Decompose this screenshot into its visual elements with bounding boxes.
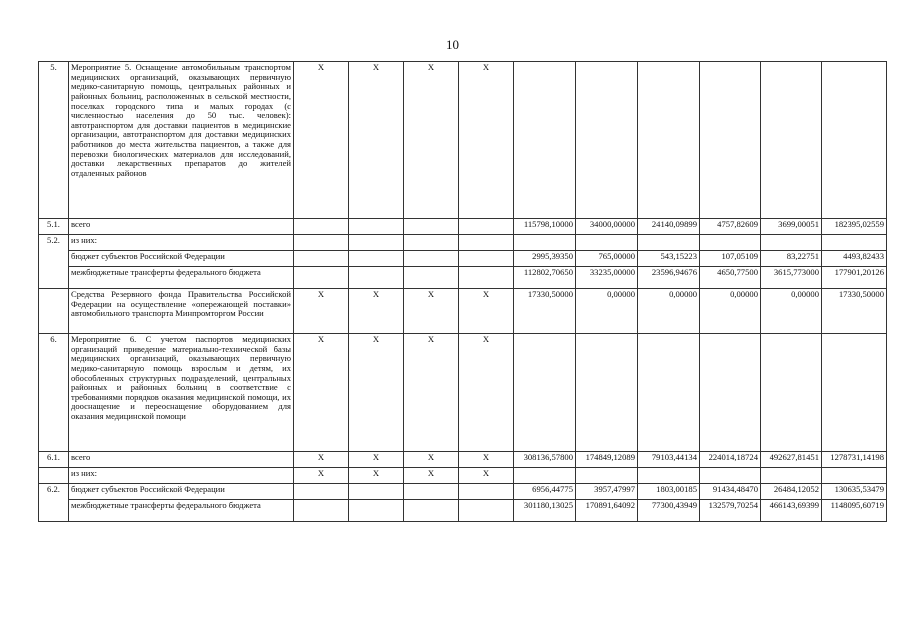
value-cell: 107,05109 [700, 251, 761, 267]
value-cell: 492627,81451 [761, 452, 822, 468]
table-row [39, 334, 887, 452]
value-cell: 1803,00185 [638, 484, 700, 500]
x-mark [349, 251, 404, 267]
x-mark [294, 500, 349, 522]
value-cell [822, 334, 887, 452]
value-cell: 17330,50000 [822, 289, 887, 334]
value-cell: 1148095,60719 [822, 500, 887, 522]
value-cell: 24140,09899 [638, 219, 700, 235]
value-cell: 3957,47997 [576, 484, 638, 500]
row-number: 5. [39, 62, 69, 219]
value-cell: 112802,70650 [514, 267, 576, 289]
value-cell: 0,00000 [700, 289, 761, 334]
x-mark [459, 235, 514, 251]
row-description: всего [69, 452, 294, 468]
value-cell: 177901,20126 [822, 267, 887, 289]
x-mark: X [294, 289, 349, 334]
value-cell: 4757,82609 [700, 219, 761, 235]
x-mark: X [294, 62, 349, 219]
value-cell [700, 468, 761, 484]
x-mark: X [294, 468, 349, 484]
row-description: межбюджетные трансферты федерального бюджета [69, 267, 294, 289]
row-number: 6.2. [39, 484, 69, 522]
value-cell: 130635,53479 [822, 484, 887, 500]
row-number: 5.1. [39, 219, 69, 235]
value-cell: 0,00000 [576, 289, 638, 334]
value-cell: 3615,773000 [761, 267, 822, 289]
row-description: из них: [69, 235, 294, 251]
value-cell: 170891,64092 [576, 500, 638, 522]
value-cell: 301180,13025 [514, 500, 576, 522]
value-cell: 17330,50000 [514, 289, 576, 334]
value-cell [514, 235, 576, 251]
x-mark [349, 219, 404, 235]
value-cell [576, 468, 638, 484]
value-cell [638, 62, 700, 219]
x-mark [459, 500, 514, 522]
value-cell: 34000,00000 [576, 219, 638, 235]
value-cell: 182395,02559 [822, 219, 887, 235]
row-description: Мероприятие 6. С учетом паспортов медицинских организаций приведение материально-технической базы медицинских организаций, оказывающих первичную медико-санитарную помощь взрослым и детям, их обособленных структурных подразделений, центральных районных и районных больниц в соответствие с требованиями порядков оказания медицинской помощи, их дооснащение и переоснащение оборудованием для оказания медицинской помощи [69, 334, 294, 452]
x-mark: X [404, 468, 459, 484]
value-cell [700, 235, 761, 251]
table-row [39, 219, 887, 235]
x-mark [349, 484, 404, 500]
row-description: бюджет субъектов Российской Федерации [69, 484, 294, 500]
row-description: Мероприятие 5. Оснащение автомобильным транспортом медицинских организаций, оказывающих первичную медико-санитарную помощь, центральных районных и районных больниц, расположенных в сельской местности, поселках городского типа и малых городах (с численностью населения до 50 тыс. человек): автотранспортом для доставки пациентов в медицинские организации, автотранспортом для доставки медицинских работников до места жительства пациентов, а также для перевозки биологических материалов для исследований, доставки лекарственных препаратов до жителей отдаленных районов [69, 62, 294, 219]
row-number [39, 468, 69, 484]
value-cell: 308136,57800 [514, 452, 576, 468]
x-mark: X [404, 289, 459, 334]
x-mark [294, 267, 349, 289]
value-cell: 4650,77500 [700, 267, 761, 289]
value-cell [576, 334, 638, 452]
table-row [39, 452, 887, 468]
x-mark: X [294, 334, 349, 452]
row-description: из них: [69, 468, 294, 484]
table-row [39, 62, 887, 219]
value-cell: 132579,70254 [700, 500, 761, 522]
table-row [39, 484, 887, 500]
table-row [39, 289, 887, 334]
value-cell [576, 235, 638, 251]
page-number: 10 [446, 37, 459, 52]
value-cell: 115798,10000 [514, 219, 576, 235]
value-cell [638, 334, 700, 452]
x-mark: X [294, 452, 349, 468]
x-mark [459, 219, 514, 235]
table-row [39, 251, 887, 267]
value-cell: 77300,43949 [638, 500, 700, 522]
value-cell: 0,00000 [638, 289, 700, 334]
value-cell: 174849,12089 [576, 452, 638, 468]
table-row [39, 235, 887, 251]
value-cell: 6956,44775 [514, 484, 576, 500]
x-mark: X [459, 468, 514, 484]
row-description: всего [69, 219, 294, 235]
value-cell: 79103,44134 [638, 452, 700, 468]
x-mark [294, 235, 349, 251]
x-mark [294, 251, 349, 267]
value-cell [700, 334, 761, 452]
row-number: 6.1. [39, 452, 69, 468]
value-cell [514, 62, 576, 219]
value-cell: 2995,39350 [514, 251, 576, 267]
value-cell: 26484,12052 [761, 484, 822, 500]
x-mark [404, 219, 459, 235]
value-cell: 91434,48470 [700, 484, 761, 500]
x-mark: X [404, 452, 459, 468]
x-mark [294, 484, 349, 500]
value-cell: 83,22751 [761, 251, 822, 267]
table-row [39, 500, 887, 522]
row-description: межбюджетные трансферты федерального бюджета [69, 500, 294, 522]
value-cell [638, 468, 700, 484]
value-cell [514, 468, 576, 484]
x-mark [349, 267, 404, 289]
x-mark: X [349, 468, 404, 484]
row-description: бюджет субъектов Российской Федерации [69, 251, 294, 267]
row-number [39, 289, 69, 334]
x-mark: X [349, 289, 404, 334]
budget-table [38, 61, 887, 522]
x-mark: X [459, 289, 514, 334]
x-mark: X [404, 62, 459, 219]
value-cell: 543,15223 [638, 251, 700, 267]
x-mark: X [349, 62, 404, 219]
x-mark [459, 267, 514, 289]
x-mark: X [459, 334, 514, 452]
value-cell: 23596,94676 [638, 267, 700, 289]
x-mark [404, 251, 459, 267]
value-cell [761, 468, 822, 484]
row-description: Средства Резервного фонда Правительства Российской Федерации на осуществление «опережающей поставки» автомобильного транспорта Минпромторгом России [69, 289, 294, 334]
value-cell [761, 334, 822, 452]
value-cell: 1278731,14198 [822, 452, 887, 468]
x-mark: X [349, 334, 404, 452]
value-cell [761, 62, 822, 219]
value-cell: 0,00000 [761, 289, 822, 334]
value-cell: 765,00000 [576, 251, 638, 267]
x-mark: X [349, 452, 404, 468]
x-mark [404, 484, 459, 500]
value-cell: 224014,18724 [700, 452, 761, 468]
x-mark [404, 500, 459, 522]
value-cell [700, 62, 761, 219]
x-mark [459, 484, 514, 500]
x-mark [349, 500, 404, 522]
x-mark [404, 235, 459, 251]
value-cell [514, 334, 576, 452]
x-mark: X [459, 62, 514, 219]
x-mark: X [404, 334, 459, 452]
value-cell [576, 62, 638, 219]
x-mark [459, 251, 514, 267]
value-cell: 4493,82433 [822, 251, 887, 267]
value-cell [822, 468, 887, 484]
row-number: 6. [39, 334, 69, 452]
value-cell [638, 235, 700, 251]
row-number: 5.2. [39, 235, 69, 289]
x-mark: X [459, 452, 514, 468]
table-row [39, 267, 887, 289]
value-cell [822, 62, 887, 219]
value-cell [761, 235, 822, 251]
x-mark [294, 219, 349, 235]
x-mark [404, 267, 459, 289]
value-cell: 466143,69399 [761, 500, 822, 522]
table-row [39, 468, 887, 484]
value-cell: 33235,00000 [576, 267, 638, 289]
x-mark [349, 235, 404, 251]
value-cell: 3699,00051 [761, 219, 822, 235]
value-cell [822, 235, 887, 251]
